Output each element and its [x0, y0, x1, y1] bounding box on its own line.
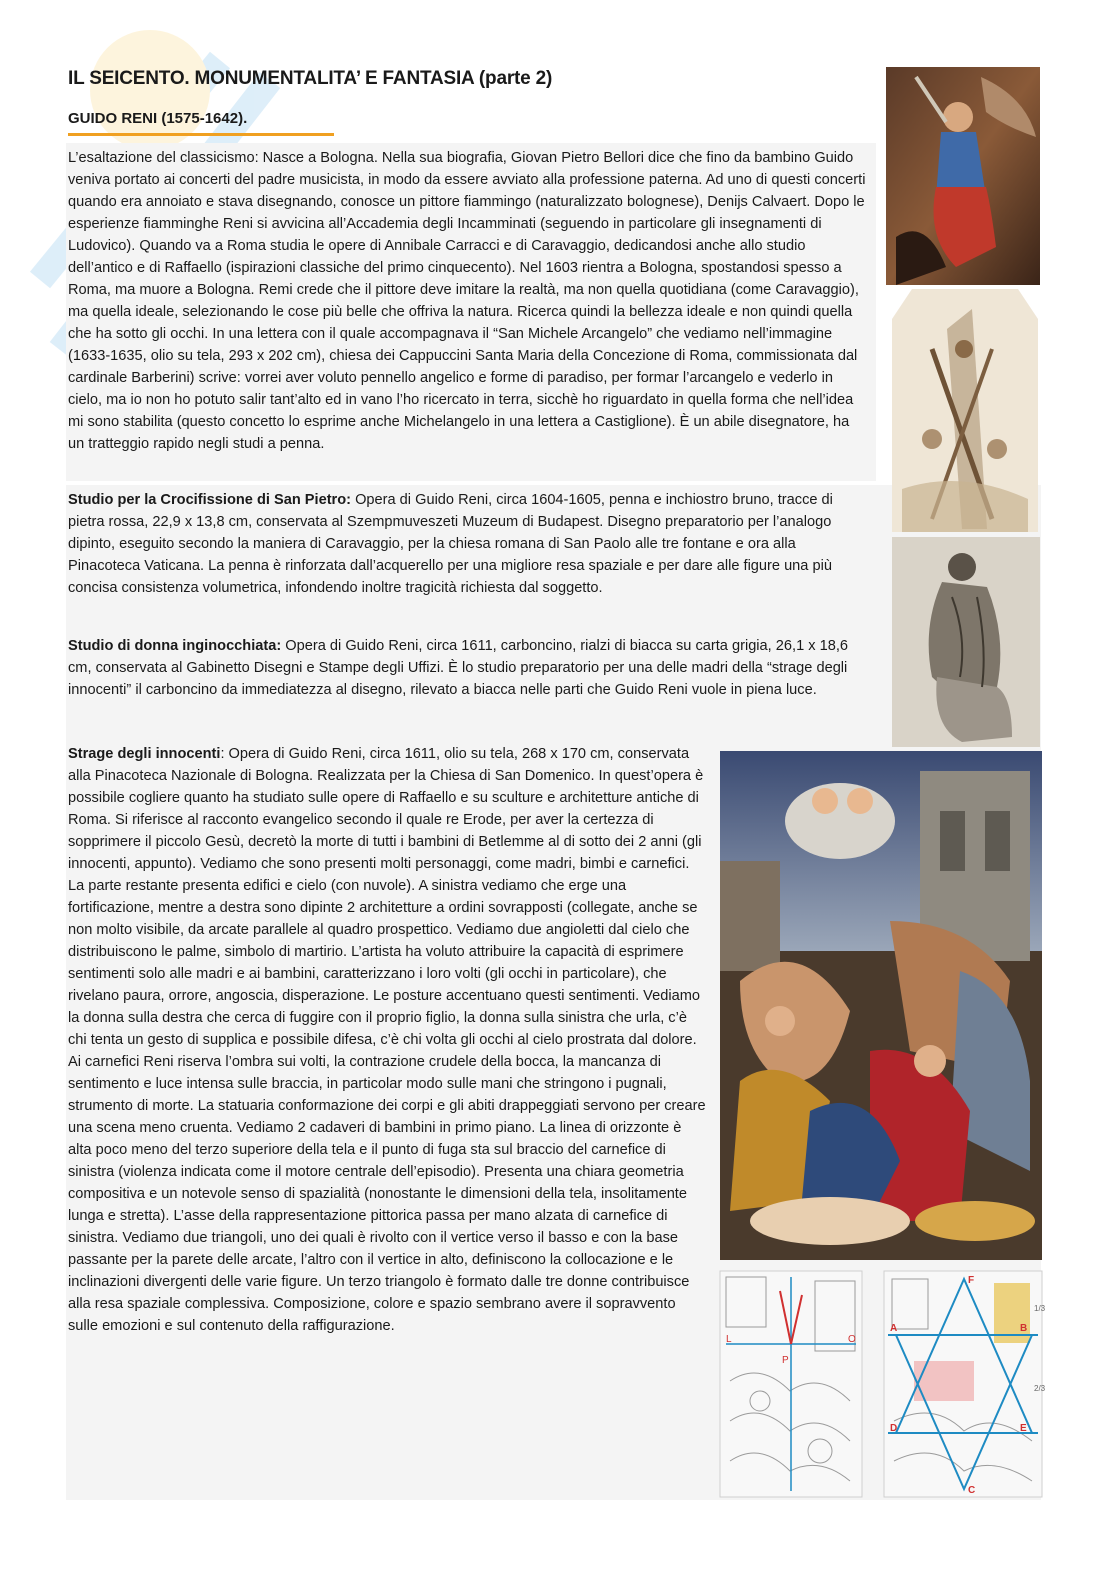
- section-subtitle: GUIDO RENI (1575-1642).: [68, 110, 248, 127]
- intro-paragraph: [68, 147, 868, 455]
- crocifissione-study-drawing: [892, 289, 1038, 532]
- composition-diagram-left: [720, 1271, 862, 1497]
- composition-diagram-right: [884, 1271, 1046, 1497]
- san-michele-painting: [886, 67, 1040, 285]
- section-crocifissione: [68, 489, 868, 599]
- diagram-label: C: [968, 1485, 976, 1496]
- section-text: : Opera di Guido Reni, circa 1611, olio su tela, 268 x 170 cm, conservata alla Pinacoteca Nazionale di Bologna. Realizzata per la Chiesa di San Domenico. In quest’opera è possibile cogliere quanto ha studiato sulle opere di Raffaello e su sculture e architetture antiche di Roma. Si riferisce al racconto evangelico secondo il quale re Erode, per aver la certezza di sopprimere il piccolo Gesù, decretò la morte di tutti i bambini di Betlemme al di sotto dei 2 anni (gli innocenti, appunto). Vediamo che sono presenti molti personaggi, come madri, bimbi e carnefici. La parte restante presenta edifici e cielo (con nuvole). A sinistra vediamo che erge una fortificazione, mentre a destra sono dipinte 2 architetture a ordini sovrapposti (collegate, anche se non molto visibile, da arcate parallele al quadro prospettico. Vediamo due angioletti dal cielo che distribuiscono le palme, simbolo di martirio. L’artista ha voluto attribuire la capacità di esprimere sentimenti solo alle madri e ai bambini, caratterizzano i loro volti (gli occhi in particolare), che rivelano paura, orrore, angoscia, disperazione. Le posture accentuano questi sentimenti. Vediamo la donna sulla destra che cerca di fuggire con il proprio figlio, la donna sulla sinistra che urla, c’è chi tenta un gesto di supplica e possibile difesa, c’è chi volta gli occhi al cielo prostrata dal dolore. Ai carnefici Reni riserva l’ombra sui volti, la contrazione crudele della bocca, la mancanza di sentimento e luce intensa sulle braccia, in particolar modo sulle mani che stringono i pugnali, strumento di morte. La statuaria conformazione dei corpi e gli abiti drappeggiati servono per creare una scena meno cruenta. Vediamo 2 cadaveri di bambini in primo piano. La linea di orizzonte è alta poco meno del terzo superiore della tela e il punto di fuga sta sul braccio del carnefice di sinistra (violenza indicata come il motore centrale dell’episodio). Presenta una chiara geometria compositiva e un notevole senso di spazialità (nonostante le dimensioni della tela, insolitamente lunga e stretta). L’asse della rappresentazione pittorica passa per mano alzata di carnefice di sinistra. Vediamo due triangoli, uno dei quali è rivolto con il vertice verso il basso e con la base passante per la parete delle arcate, l’altro con il vertice in alto, definiscono la collocazione e le inclinazioni divergenti delle varie figure. Un terzo triangolo è formato dalle tre donne contribuisce alla resa spaziale complessiva. Composizione, colore e spazio sembrano avere il sopravvento sulle emozioni e sul contenuto della raffigurazione.: [68, 746, 706, 1334]
- section-donna: [68, 635, 868, 701]
- diagram-label: L: [726, 1334, 732, 1345]
- diagram-fraction: 2/3: [1034, 1384, 1046, 1393]
- diagram-label: O: [848, 1334, 856, 1345]
- diagram-label: F: [968, 1275, 975, 1286]
- donna-inginocchiata-drawing: [892, 537, 1040, 747]
- diagram-fraction: 1/3: [1034, 1304, 1046, 1313]
- diagram-label: D: [890, 1423, 898, 1434]
- section-text: Opera di Guido Reni, circa 1611, carboncino, rialzi di biacca su carta grigia, 26,1 x 18,6 cm, conservata al Gabinetto Disegni e Stampe degli Uffizi. È lo studio preparatorio per una delle madri della “strage degli innocenti” il carboncino da immediatezza al disegno, rilevato a biacca nelle parti che Guido Reni vuole in piena luce.: [68, 638, 848, 698]
- section-heading: Studio per la Crocifissione di San Pietro:: [68, 492, 352, 508]
- section-heading: Strage degli innocenti: [68, 746, 221, 762]
- strage-innocenti-painting: [720, 751, 1042, 1260]
- section-text: Opera di Guido Reni, circa 1604-1605, penna e inchiostro bruno, tracce di pietra rossa, 22,9 x 13,8 cm, conservata al Szempmuveszeti Muzeum di Budapest. Disegno preparatorio per l’analogo dipinto, eseguito secondo la maniera di Caravaggio, per la chiesa romana di San Paolo alle tre fontane e ora alla Pinacoteca Vaticana. La penna è rinforzata dall’acquerello per una migliore resa spaziale e per dare alle figure una più concisa consistenza volumetrica, infondendo inoltre tragicità richiesta dal soggetto.: [68, 492, 833, 596]
- subtitle-underline: [68, 133, 334, 136]
- section-heading: Studio di donna inginocchiata:: [68, 638, 282, 654]
- diagram-label: A: [890, 1323, 898, 1334]
- diagram-label: B: [1020, 1323, 1028, 1334]
- page-title: IL SEICENTO. MONUMENTALITA’ E FANTASIA (parte 2): [68, 68, 553, 89]
- section-strage: [68, 743, 708, 1337]
- diagram-label: P: [782, 1355, 789, 1366]
- diagram-label: E: [1020, 1423, 1027, 1434]
- intro-text: L’esaltazione del classicismo: Nasce a Bologna. Nella sua biografia, Giovan Pietro Bellori dice che fino da bambino Guido veniva portato ai concerti del padre musicista, in modo da essere avviato alla professione paterna. Ad uno di questi concerti quando era annoiato e stava disegnando, conosce un pittore fiammingo (naturalizzato bolognese), Denijs Calvaert. Dopo le esperienze fiamminghe Reni si avvicina all’Accademia degli Incamminati (seguendo in particolare gli insegnamenti di Ludovico). Quando va a Roma studia le opere di Annibale Carracci e di Caravaggio, dedicandosi anche allo studio dell’antico e di Raffaello (ispirazioni classiche del primo cinquecento). Nel 1603 rientra a Bologna, spostandosi spesso a Roma, ma muore a Bologna. Remi crede che il pittore deve imitare la realtà, ma non quella quotidiana (come Caravaggio), ma quella ideale, selezionando le cose più belle che offriva la natura. Ricerca quindi la bellezza ideale e non quindi quella che ha sotto gli occhi. In una lettera con il quale accompagnava il “San Michele Arcangelo” che vediamo nell’immagine (1633-1635, olio su tela, 293 x 202 cm), chiesa dei Cappuccini Santa Maria della Concezione di Roma, commissionata dal cardinale Barberini) scrive: vorrei aver voluto pennello angelico e forme di paradiso, per formar l’arcangelo e vederlo in cielo, ma io non ho potuto salir tant’alto ed in vano l’ho ricercato in terra, sicchè ho riguardato in quella forma che nell’idea mi sono stabilita (questo concetto lo esprime anche Michelangelo in una lettera a Castiglione). È un abile disegnatore, ha un tratteggio rapido negli studi a penna.: [68, 150, 866, 452]
